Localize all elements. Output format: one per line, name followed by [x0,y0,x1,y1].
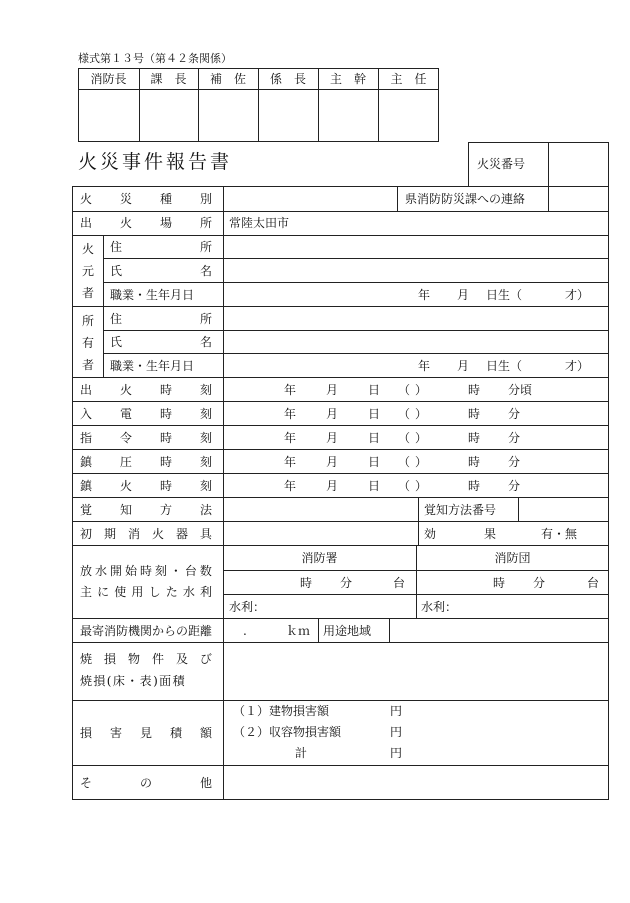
role-section-chief: 課 長 [150,72,187,86]
distance-dot: . [243,624,247,638]
origin-age: 才） [565,288,590,302]
control-field-3: （ [398,455,411,469]
label-origin-occupation: 職業・生年月日 [110,288,195,302]
extinguish-field-5: 時 [468,479,481,493]
corps-minute: 分 [533,576,546,590]
total-yen: 円 [390,746,403,760]
label-origin-address: 住 所 [110,240,212,254]
control-minute: 分 [508,455,521,469]
location-value: 常陸太田市 [229,216,290,230]
label-outbreak-time: 出 火 時 刻 [80,383,212,397]
role-assistant: 補 佐 [209,72,246,86]
command-field-4: ） [415,431,428,445]
label-initial-extinguisher: 初 期 消 火 器 具 [80,527,212,541]
owner-age: 才） [565,359,590,373]
role-chief-clerk: 係 長 [269,72,306,86]
outbreak-minute: 分頃 [508,383,533,397]
command-field-3: （ [398,431,411,445]
label-total: 計 [295,746,308,760]
label-damage-estimate: 損 害 見 積 額 [80,726,212,740]
command-field-2: 日 [368,431,381,445]
extinguish-field-3: （ [398,479,411,493]
command-field-0: 年 [284,431,297,445]
distance-km: ｋｍ [286,624,311,638]
form-title: 火災事件報告書 [78,151,233,173]
report-minute: 分 [508,407,521,421]
corps-hour: 時 [493,576,506,590]
control-field-2: 日 [368,455,381,469]
control-field-5: 時 [468,455,481,469]
outbreak-field-1: 月 [326,383,339,397]
report-field-4: ） [415,407,428,421]
label-fire-station: 消防署 [301,551,338,565]
origin-birth-month: 月 [457,288,470,302]
owner-birth-month: 月 [457,359,470,373]
label-location: 出 火 場 所 [80,216,212,230]
corps-units: 台 [587,576,600,590]
label-zoning: 用途地域 [323,624,372,638]
label-contents-damage: （２）収容物損害額 [233,725,342,739]
control-field-1: 月 [326,455,339,469]
form-number: 様式第１３号（第４２条関係） [78,52,232,65]
command-minute: 分 [508,431,521,445]
effect-yes-no: 有・無 [541,527,578,541]
label-extinguish-time: 鎮 火 時 刻 [80,479,212,493]
outbreak-field-4: ） [415,383,428,397]
label-other: そ の 他 [80,776,212,790]
corps-water-source: 水利： [421,600,458,614]
building-damage-yen: 円 [390,704,403,718]
label-burned-items: 焼 損 物 件 及 び [80,652,212,666]
label-owner-name: 氏 名 [110,335,212,349]
command-field-1: 月 [326,431,339,445]
label-command-time: 指 令 時 刻 [80,431,212,445]
label-distance: 最寄消防機関からの距離 [80,624,213,638]
station-minute: 分 [340,576,353,590]
label-detection-method: 覚 知 方 法 [80,503,212,517]
label-burned-area: 焼損(床・表)面積 [80,674,186,688]
contents-damage-yen: 円 [390,725,403,739]
station-units: 台 [393,576,406,590]
outbreak-field-3: （ [398,383,411,397]
owner-birth-day: 日生（ [486,359,523,373]
label-origin-name: 氏 名 [110,264,212,278]
control-field-4: ） [415,455,428,469]
outbreak-field-0: 年 [284,383,297,397]
label-building-damage: （１）建物損害額 [233,704,330,718]
role-officer: 主 任 [390,72,427,86]
command-field-5: 時 [468,431,481,445]
label-detection-number: 覚知方法番号 [424,503,497,517]
label-owner-occupation: 職業・生年月日 [110,359,195,373]
label-water-source: 主 に 使 用 し た 水 利 [80,585,212,599]
extinguish-minute: 分 [508,479,521,493]
label-fire-corps: 消防団 [494,551,531,565]
report-field-0: 年 [284,407,297,421]
label-fire-type: 火 災 種 別 [80,192,212,206]
outbreak-field-2: 日 [368,383,381,397]
label-owner: 所 有 者 [81,314,94,372]
label-origin-person: 火 元 者 [81,242,94,300]
owner-birth-year: 年 [418,359,431,373]
station-water-source: 水利： [229,600,266,614]
report-field-5: 時 [468,407,481,421]
role-fire-chief: 消防長 [90,72,127,86]
origin-birth-year: 年 [418,288,431,302]
main-table [72,186,609,800]
role-supervisor: 主 幹 [329,72,366,86]
label-owner-address: 住 所 [110,312,212,326]
extinguish-field-0: 年 [284,479,297,493]
report-field-2: 日 [368,407,381,421]
label-effect: 効 果 [424,527,496,541]
label-report-time: 入 電 時 刻 [80,407,212,421]
label-pref-contact: 県消防防災課への連絡 [405,192,526,206]
control-field-0: 年 [284,455,297,469]
fire-number-label: 火災番号 [477,157,526,171]
report-field-1: 月 [326,407,339,421]
label-water-start: 放 水 開 始 時 刻 ・ 台 数 [80,564,212,578]
extinguish-field-4: ） [415,479,428,493]
origin-birth-day: 日生（ [486,288,523,302]
station-hour: 時 [300,576,313,590]
label-control-time: 鎮 圧 時 刻 [80,455,212,469]
outbreak-field-5: 時 [468,383,481,397]
extinguish-field-1: 月 [326,479,339,493]
extinguish-field-2: 日 [368,479,381,493]
report-field-3: （ [398,407,411,421]
